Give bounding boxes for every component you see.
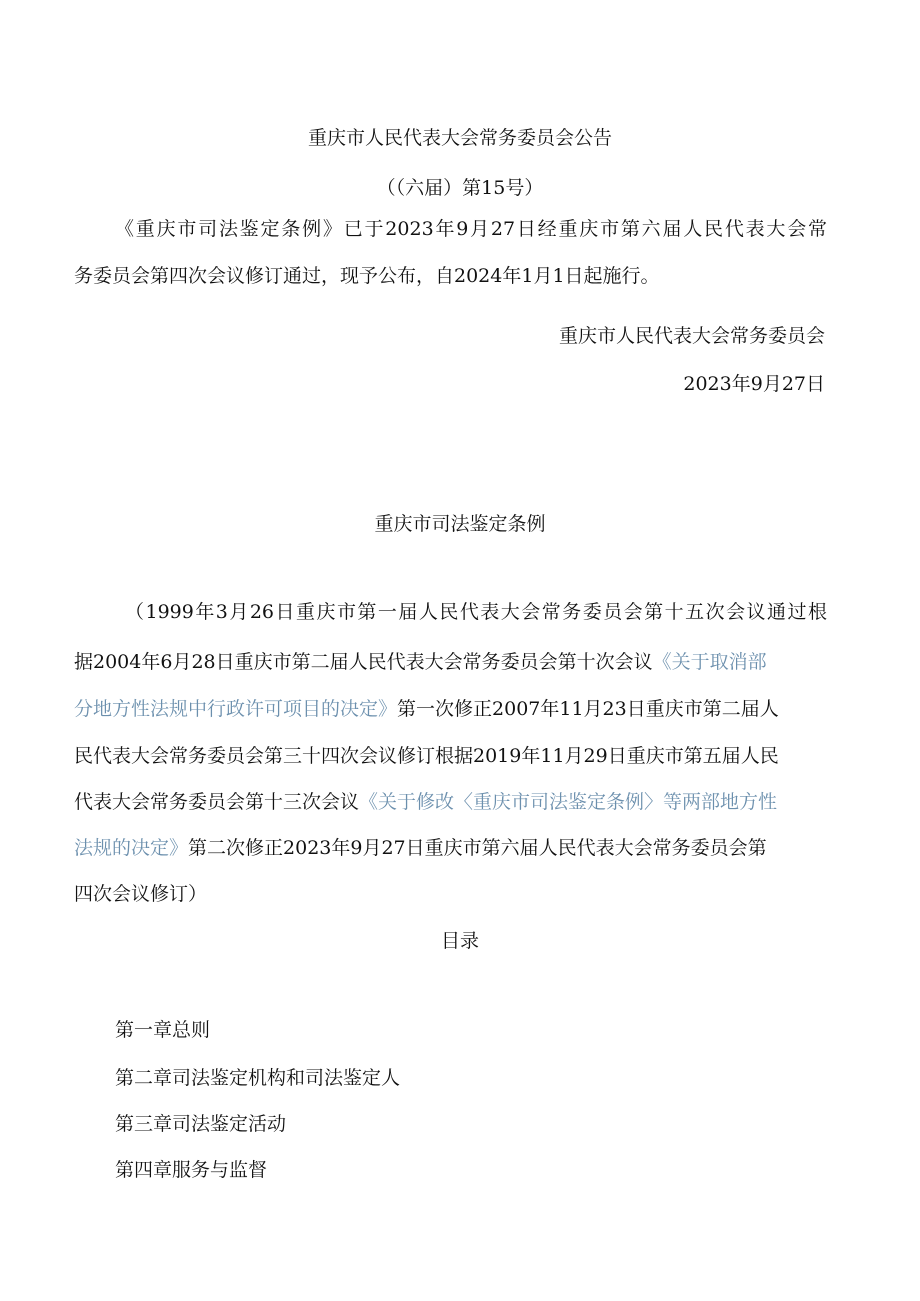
history-text: 代表大会常务委员会第十三次会议	[74, 791, 360, 813]
history-text: 第一次修正2007年11月23日重庆市第二届人	[397, 698, 779, 720]
toc-item[interactable]: 第四章服务与监督	[115, 1159, 268, 1181]
history-line	[74, 697, 779, 721]
history-text: 第二次修正2023年9月27日重庆市第六届人民代表大会常务委员会第	[188, 837, 767, 859]
history-line	[74, 836, 767, 860]
history-text: 据2004年6月28日重庆市第二届人民代表大会常务委员会第十次会议	[74, 651, 653, 673]
amendment-decision-link[interactable]: 分地方性法规中行政许可项目的决定》	[74, 698, 398, 720]
toc-title: 目录	[440, 930, 479, 952]
regulation-title: 重庆市司法鉴定条例	[374, 513, 546, 535]
amendment-decision-link[interactable]: 《关于修改〈重庆市司法鉴定条例〉等两部地方性	[359, 791, 778, 813]
notice-number: （（六届）第15号）	[376, 177, 544, 199]
toc-item[interactable]: 第三章司法鉴定活动	[115, 1113, 287, 1135]
history-line: （1999年3月26日重庆市第一届人民代表大会常务委员会第十五次会议通过根	[125, 601, 827, 623]
toc-item[interactable]: 第一章总则	[115, 1019, 211, 1041]
notice-title: 重庆市人民代表大会常务委员会公告	[307, 127, 612, 149]
history-line	[74, 650, 767, 674]
amendment-decision-link[interactable]: 《关于取消部	[652, 651, 767, 673]
notice-body-line: 《重庆市司法鉴定条例》已于2023年9月27日经重庆市第六届人民代表大会常	[115, 218, 827, 240]
notice-body-line: 务委员会第四次会议修订通过，现予公布，自2024年1月1日起施行。	[74, 265, 660, 287]
toc-item[interactable]: 第二章司法鉴定机构和司法鉴定人	[115, 1067, 401, 1089]
notice-issuer: 重庆市人民代表大会常务委员会	[558, 325, 825, 347]
history-line	[74, 790, 777, 814]
history-line: 民代表大会常务委员会第三十四次会议修订根据2019年11月29日重庆市第五届人民	[74, 745, 779, 767]
amendment-decision-link[interactable]: 法规的决定》	[74, 837, 189, 859]
history-line: 四次会议修订）	[74, 883, 208, 905]
notice-date: 2023年9月27日	[683, 373, 825, 395]
